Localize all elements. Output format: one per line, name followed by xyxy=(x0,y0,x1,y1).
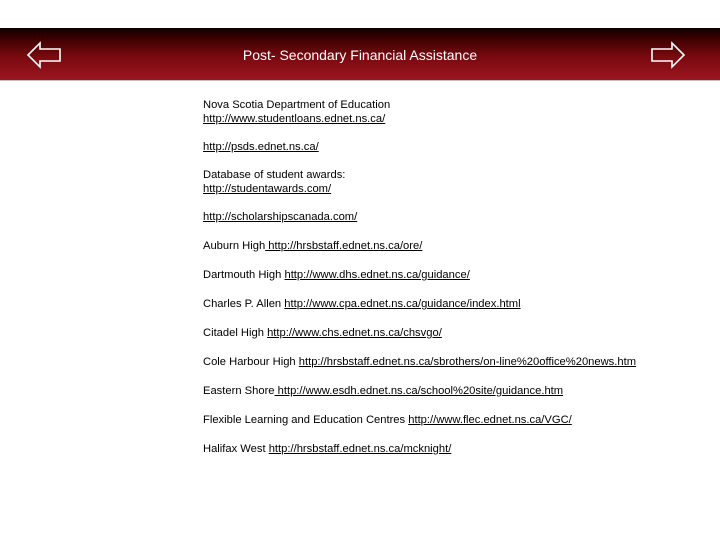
school-link[interactable]: http://www.esdh.ednet.ns.ca/school%20site/guidance.htm xyxy=(274,385,564,397)
list-item xyxy=(203,442,703,456)
school-name: Cole Harbour High xyxy=(203,356,296,368)
list-item xyxy=(203,140,703,154)
list-item xyxy=(203,268,703,282)
school-name: Halifax West xyxy=(203,443,266,455)
slide-title: Post- Secondary Financial Assistance xyxy=(242,47,478,63)
school-name: Charles P. Allen xyxy=(203,298,282,310)
list-item xyxy=(203,239,703,253)
resource-link[interactable]: http://www.studentloans.ednet.ns.ca/ xyxy=(203,113,386,125)
resource-list xyxy=(203,98,703,456)
resource-label: Database of student awards: xyxy=(203,169,346,181)
resource-link[interactable]: http://psds.ednet.ns.ca/ xyxy=(203,141,319,153)
resource-label: Nova Scotia Department of Education xyxy=(203,99,391,111)
school-link[interactable]: http://hrsbstaff.ednet.ns.ca/sbrothers/on-line%20office%20news.htm xyxy=(298,356,637,368)
school-name: Flexible Learning and Education Centres xyxy=(203,414,406,426)
resource-link[interactable]: http://scholarshipscanada.com/ xyxy=(203,211,358,223)
list-item xyxy=(203,168,703,196)
slide-header xyxy=(0,28,720,81)
school-link[interactable]: http://www.cpa.ednet.ns.ca/guidance/index.html xyxy=(284,298,521,310)
right-arrow-icon[interactable] xyxy=(651,41,685,69)
school-link[interactable]: http://www.flec.ednet.ns.ca/VGC/ xyxy=(408,414,572,426)
list-item xyxy=(203,355,703,369)
resource-link[interactable]: http://studentawards.com/ xyxy=(203,183,332,195)
list-item xyxy=(203,413,703,427)
school-link[interactable]: http://www.dhs.ednet.ns.ca/guidance/ xyxy=(284,269,470,281)
list-item xyxy=(203,210,703,224)
school-name: Auburn High xyxy=(203,240,266,252)
school-name: Eastern Shore xyxy=(203,385,275,397)
school-name: Citadel High xyxy=(203,327,264,339)
school-link[interactable]: http://hrsbstaff.ednet.ns.ca/mcknight/ xyxy=(268,443,452,455)
list-item xyxy=(203,297,703,311)
school-name: Dartmouth High xyxy=(203,269,282,281)
school-link[interactable]: http://hrsbstaff.ednet.ns.ca/ore/ xyxy=(265,240,423,252)
list-item xyxy=(203,326,703,340)
list-item xyxy=(203,98,703,126)
list-item xyxy=(203,384,703,398)
school-link[interactable]: http://www.chs.ednet.ns.ca/chsvgo/ xyxy=(267,327,442,339)
